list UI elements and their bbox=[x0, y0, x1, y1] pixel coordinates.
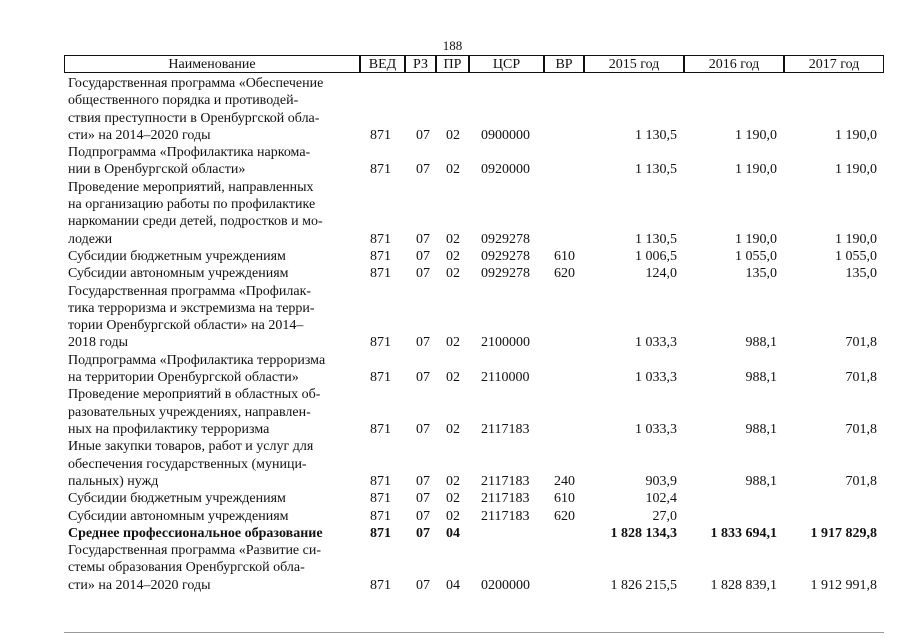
header-name: Наименование bbox=[64, 55, 360, 73]
cell-y2016: 1 833 694,1 bbox=[710, 525, 777, 541]
row-name-line: наркомании среди детей, подростков и мо- bbox=[68, 214, 323, 230]
cell-pr: 02 bbox=[446, 491, 460, 507]
table-row bbox=[0, 508, 905, 525]
page-number: 188 bbox=[442, 38, 463, 53]
cell-ved: 871 bbox=[370, 473, 391, 489]
row-name bbox=[68, 438, 358, 490]
row-name-line: тории Оренбургской области» на 2014– bbox=[68, 318, 304, 334]
cell-y2017: 701,8 bbox=[845, 370, 877, 386]
cell-pr: 02 bbox=[446, 127, 460, 143]
cell-y2015: 1 828 134,3 bbox=[610, 525, 677, 541]
row-name-line: Субсидии автономным учреждениям bbox=[68, 508, 289, 524]
header-csr: ЦСР bbox=[469, 55, 544, 73]
table-row bbox=[0, 75, 905, 144]
cell-vr: 610 bbox=[554, 491, 575, 507]
row-name-line: сти» на 2014–2020 годы bbox=[68, 577, 211, 593]
cell-csr: 2100000 bbox=[481, 335, 530, 351]
cell-rz: 07 bbox=[416, 249, 430, 264]
row-name-line: Государственная программа «Развитие си- bbox=[68, 543, 322, 559]
cell-ved: 871 bbox=[370, 370, 391, 386]
row-name-line: 2018 годы bbox=[68, 335, 129, 351]
cell-y2017: 701,8 bbox=[845, 335, 877, 351]
cell-ved: 871 bbox=[370, 231, 391, 247]
cell-pr: 02 bbox=[446, 335, 460, 351]
row-name-line: сти» на 2014–2020 годы bbox=[68, 127, 211, 143]
cell-rz: 07 bbox=[416, 421, 430, 437]
cell-vr: 620 bbox=[554, 266, 575, 282]
row-name-line: ствия преступности в Оренбургской обла- bbox=[68, 110, 320, 126]
row-name-line: Субсидии бюджетным учреждениям bbox=[68, 491, 286, 507]
cell-csr: 2117183 bbox=[481, 473, 530, 489]
header-pr: ПР bbox=[436, 55, 469, 73]
cell-ved: 871 bbox=[370, 577, 391, 593]
header-2015: 2015 год bbox=[584, 55, 684, 73]
bottom-divider bbox=[64, 632, 884, 633]
cell-csr: 2117183 bbox=[481, 491, 530, 507]
row-name bbox=[68, 386, 358, 438]
cell-y2015: 1 130,5 bbox=[635, 231, 677, 247]
cell-y2016: 988,1 bbox=[745, 421, 777, 437]
header-ved: ВЕД bbox=[360, 55, 405, 73]
cell-rz: 07 bbox=[416, 127, 430, 143]
cell-y2015: 124,0 bbox=[645, 266, 677, 282]
cell-csr: 2110000 bbox=[481, 370, 530, 386]
cell-y2015: 1 130,5 bbox=[635, 127, 677, 143]
cell-y2017: 1 917 829,8 bbox=[810, 525, 877, 541]
cell-vr: 620 bbox=[554, 508, 575, 524]
cell-y2015: 1 033,3 bbox=[635, 335, 677, 351]
table-row bbox=[0, 283, 905, 352]
cell-pr: 04 bbox=[446, 525, 460, 541]
cell-y2016: 1 190,0 bbox=[735, 162, 777, 178]
cell-y2015: 1 130,5 bbox=[635, 162, 677, 178]
cell-y2017: 701,8 bbox=[845, 421, 877, 437]
row-name bbox=[68, 542, 358, 594]
header-2016: 2016 год bbox=[684, 55, 784, 73]
cell-csr: 0200000 bbox=[481, 577, 530, 593]
row-name-line: Подпрограмма «Профилактика наркома- bbox=[68, 145, 311, 161]
cell-ved: 871 bbox=[370, 491, 391, 507]
row-name bbox=[68, 508, 358, 525]
row-name-line: тика терроризма и экстремизма на терри- bbox=[68, 300, 315, 316]
cell-csr: 0900000 bbox=[481, 127, 530, 143]
cell-y2017: 1 912 991,8 bbox=[810, 577, 877, 593]
row-name-line: ных на профилактику терроризма bbox=[68, 421, 270, 437]
table-row bbox=[0, 525, 905, 542]
cell-y2016: 135,0 bbox=[745, 266, 777, 282]
row-name-line: стемы образования Оренбургской обла- bbox=[68, 560, 305, 576]
row-name bbox=[68, 144, 358, 179]
table-row bbox=[0, 386, 905, 438]
cell-y2015: 903,9 bbox=[645, 473, 677, 489]
cell-rz: 07 bbox=[416, 491, 430, 507]
table-row bbox=[0, 352, 905, 387]
cell-y2017: 1 190,0 bbox=[835, 231, 877, 247]
table-row bbox=[0, 490, 905, 507]
cell-ved: 871 bbox=[370, 525, 391, 541]
cell-rz: 07 bbox=[416, 508, 430, 524]
cell-y2016: 988,1 bbox=[745, 335, 777, 351]
row-name bbox=[68, 265, 358, 282]
table-row bbox=[0, 438, 905, 490]
cell-ved: 871 bbox=[370, 162, 391, 178]
cell-csr: 2117183 bbox=[481, 508, 530, 524]
cell-rz: 07 bbox=[416, 231, 430, 247]
cell-rz: 07 bbox=[416, 577, 430, 593]
table-row bbox=[0, 248, 905, 265]
header-rz: РЗ bbox=[405, 55, 436, 73]
row-name-line: нии в Оренбургской области» bbox=[68, 162, 246, 178]
cell-rz: 07 bbox=[416, 525, 430, 541]
row-name bbox=[68, 525, 358, 542]
table-row bbox=[0, 179, 905, 248]
cell-pr: 02 bbox=[446, 249, 460, 264]
cell-csr: 0920000 bbox=[481, 162, 530, 178]
cell-rz: 07 bbox=[416, 335, 430, 351]
cell-vr: 610 bbox=[554, 249, 575, 264]
cell-y2015: 1 033,3 bbox=[635, 421, 677, 437]
row-name-line: Проведение мероприятий в областных об- bbox=[68, 387, 321, 403]
row-name-line: Государственная программа «Обеспечение bbox=[68, 76, 324, 91]
cell-ved: 871 bbox=[370, 127, 391, 143]
cell-pr: 02 bbox=[446, 162, 460, 178]
cell-y2015: 102,4 bbox=[645, 491, 677, 507]
cell-ved: 871 bbox=[370, 249, 391, 264]
cell-y2017: 1 190,0 bbox=[835, 127, 877, 143]
cell-rz: 07 bbox=[416, 473, 430, 489]
row-name-line: на территории Оренбургской области» bbox=[68, 370, 299, 386]
row-name-line: пальных) нужд bbox=[68, 473, 159, 489]
header-vr: ВР bbox=[544, 55, 584, 73]
cell-y2016: 988,1 bbox=[745, 370, 777, 386]
table-row bbox=[0, 265, 905, 282]
table-row bbox=[0, 144, 905, 179]
cell-vr: 240 bbox=[554, 473, 575, 489]
row-name-line: разовательных учреждениях, направлен- bbox=[68, 404, 311, 420]
row-name-line: Подпрограмма «Профилактика терроризма bbox=[68, 352, 326, 368]
cell-y2015: 1 006,5 bbox=[635, 249, 677, 264]
row-name-line: Проведение мероприятий, направленных bbox=[68, 179, 314, 195]
row-name-line: на организацию работы по профилактике bbox=[68, 197, 316, 213]
cell-pr: 02 bbox=[446, 473, 460, 489]
cell-rz: 07 bbox=[416, 266, 430, 282]
row-name-line: общественного порядка и противодей- bbox=[68, 93, 299, 109]
cell-csr: 0929278 bbox=[481, 249, 530, 264]
row-name-line: лодежи bbox=[68, 231, 113, 247]
cell-pr: 02 bbox=[446, 370, 460, 386]
row-name-line: Государственная программа «Профилак- bbox=[68, 283, 312, 299]
cell-y2017: 1 055,0 bbox=[835, 249, 877, 264]
cell-y2016: 1 190,0 bbox=[735, 231, 777, 247]
row-name bbox=[68, 352, 358, 387]
cell-ved: 871 bbox=[370, 508, 391, 524]
cell-rz: 07 bbox=[416, 162, 430, 178]
row-name-line: Субсидии автономным учреждениям bbox=[68, 266, 289, 282]
cell-y2016: 988,1 bbox=[745, 473, 777, 489]
row-name bbox=[68, 179, 358, 248]
cell-csr: 0929278 bbox=[481, 266, 530, 282]
header-2017: 2017 год bbox=[784, 55, 884, 73]
row-name bbox=[68, 283, 358, 352]
row-name-line: Среднее профессиональное образование bbox=[68, 525, 323, 541]
cell-y2016: 1 055,0 bbox=[735, 249, 777, 264]
cell-y2015: 1 033,3 bbox=[635, 370, 677, 386]
cell-y2017: 135,0 bbox=[845, 266, 877, 282]
cell-ved: 871 bbox=[370, 335, 391, 351]
row-name-line: Иные закупки товаров, работ и услуг для bbox=[68, 439, 314, 455]
cell-csr: 2117183 bbox=[481, 421, 530, 437]
cell-y2017: 701,8 bbox=[845, 473, 877, 489]
cell-y2016: 1 190,0 bbox=[735, 127, 777, 143]
cell-pr: 04 bbox=[446, 577, 460, 593]
cell-pr: 02 bbox=[446, 231, 460, 247]
cell-ved: 871 bbox=[370, 266, 391, 282]
table-row bbox=[0, 542, 905, 594]
row-name bbox=[68, 248, 358, 265]
cell-y2016: 1 828 839,1 bbox=[710, 577, 777, 593]
cell-y2015: 27,0 bbox=[652, 508, 677, 524]
cell-y2015: 1 826 215,5 bbox=[610, 577, 677, 593]
row-name bbox=[68, 490, 358, 507]
cell-y2017: 1 190,0 bbox=[835, 162, 877, 178]
cell-ved: 871 bbox=[370, 421, 391, 437]
cell-pr: 02 bbox=[446, 421, 460, 437]
cell-rz: 07 bbox=[416, 370, 430, 386]
cell-pr: 02 bbox=[446, 266, 460, 282]
row-name-line: обеспечения государственных (муници- bbox=[68, 456, 307, 472]
row-name-line: Субсидии бюджетным учреждениям bbox=[68, 249, 286, 264]
row-name bbox=[68, 75, 358, 144]
cell-csr: 0929278 bbox=[481, 231, 530, 247]
cell-pr: 02 bbox=[446, 508, 460, 524]
